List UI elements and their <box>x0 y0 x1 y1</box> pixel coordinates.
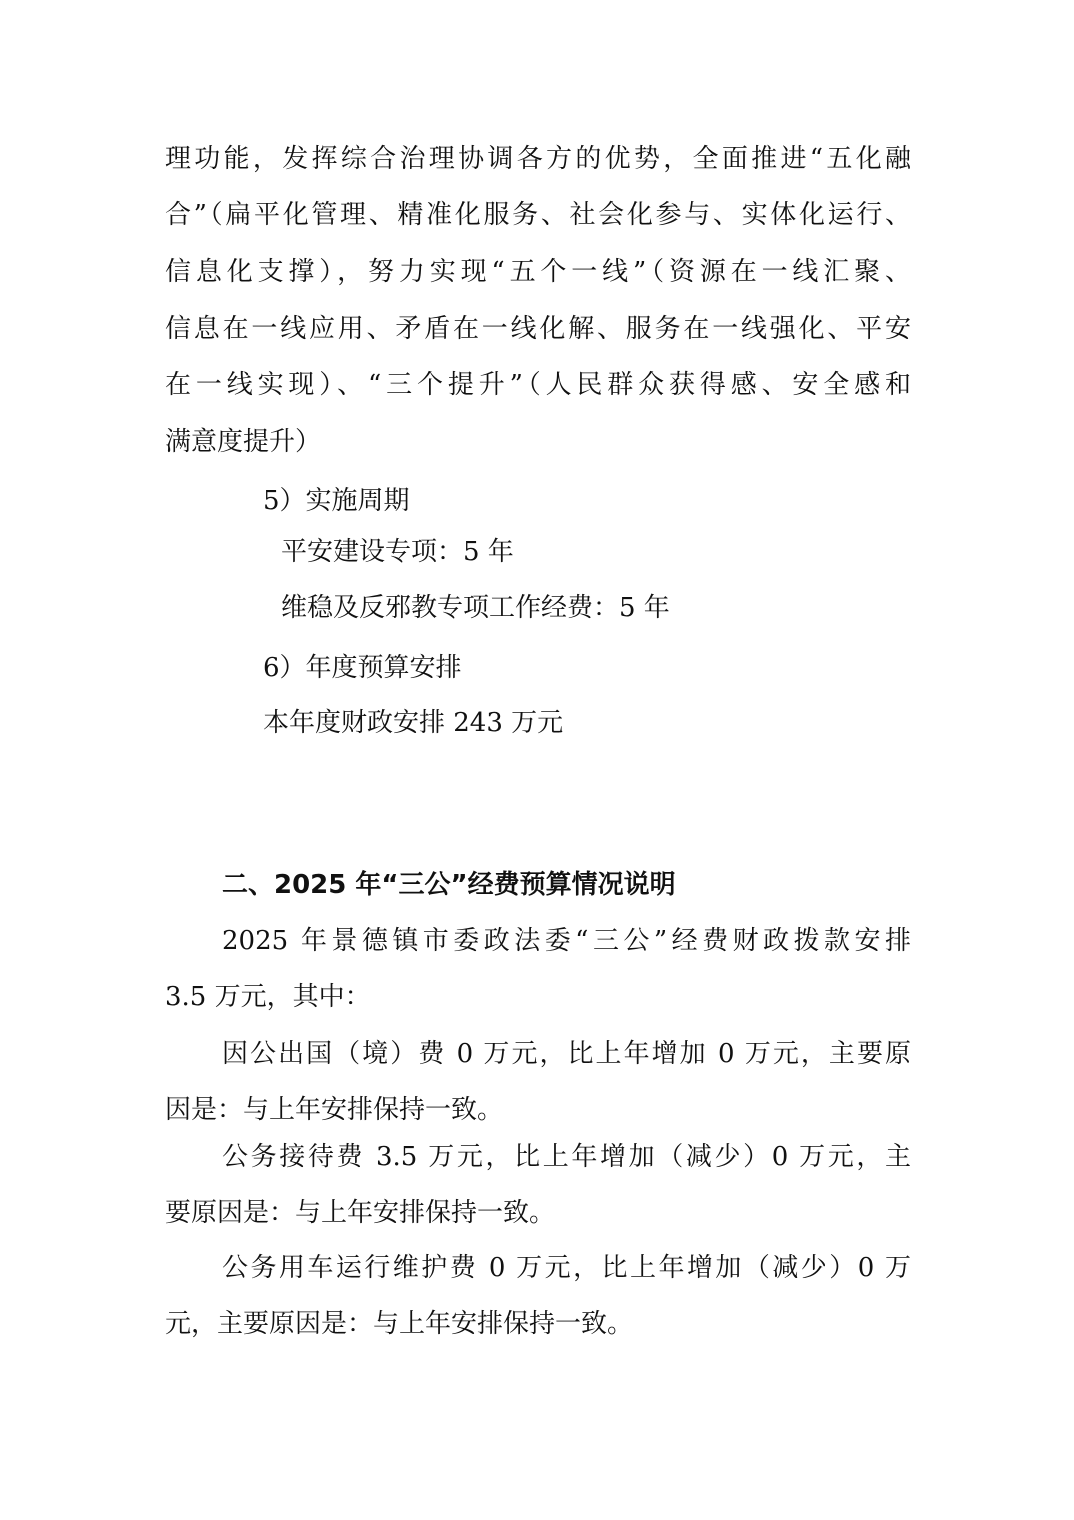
item5-line: 维稳及反邪教专项工作经费：5 年 <box>281 593 670 623</box>
overseas-line: 因是：与上年安排保持一致。 <box>165 1095 504 1125</box>
vehicle-line: 元，主要原因是：与上年安排保持一致。 <box>165 1309 634 1339</box>
reception-line: 公务接待费 3.5 万元，比上年增加（减少）0 万元，主 <box>222 1142 911 1172</box>
paragraph-line: 信息化支撑），努力实现“五个一线”（资源在一线汇聚、 <box>165 257 911 287</box>
overseas-line: 因公出国（境）费 0 万元，比上年增加 0 万元，主要原 <box>222 1039 911 1069</box>
paragraph-line: 在一线实现）、“三个提升”（人民群众获得感、安全感和 <box>165 370 911 400</box>
paragraph-line: 理功能，发挥综合治理协调各方的优势，全面推进“五化融 <box>165 144 911 174</box>
paragraph-line: 合”（扁平化管理、精准化服务、社会化参与、实体化运行、 <box>165 200 911 230</box>
reception-line: 要原因是：与上年安排保持一致。 <box>165 1198 556 1228</box>
vehicle-line: 公务用车运行维护费 0 万元，比上年增加（减少）0 万 <box>222 1253 911 1283</box>
item6-heading: 6）年度预算安排 <box>263 653 462 683</box>
paragraph-line: 信息在一线应用、矛盾在一线化解、服务在一线强化、平安 <box>165 314 911 344</box>
intro-line: 3.5 万元，其中： <box>165 982 371 1012</box>
intro-line: 2025 年景德镇市委政法委“三公”经费财政拨款安排 <box>222 926 911 956</box>
paragraph-line: 满意度提升） <box>165 427 322 457</box>
item5-heading: 5）实施周期 <box>263 486 410 516</box>
section2-heading: 二、2025 年“三公”经费预算情况说明 <box>222 870 676 900</box>
item6-line: 本年度财政安排 243 万元 <box>263 708 564 738</box>
item5-line: 平安建设专项：5 年 <box>281 537 514 567</box>
